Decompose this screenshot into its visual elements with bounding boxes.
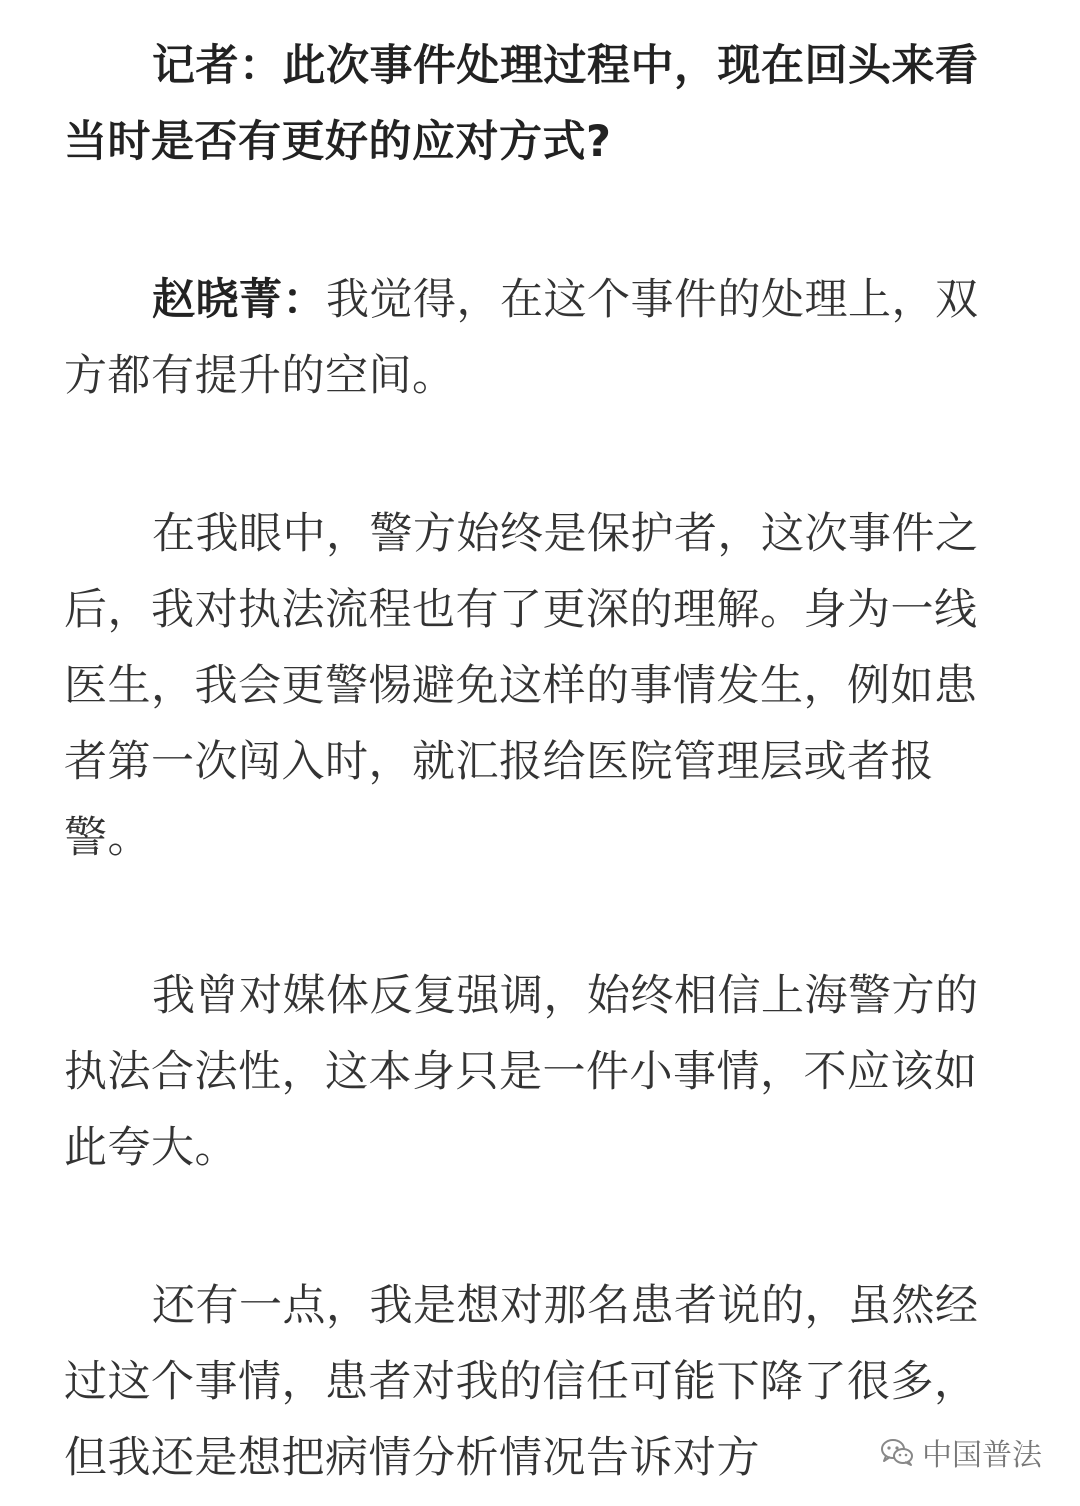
speaker-label: 赵晓菁：	[152, 275, 326, 325]
paragraph-answer-intro	[64, 262, 1020, 414]
paragraph-reporter-question	[64, 28, 1020, 180]
article-body	[64, 28, 1020, 1496]
question-text: 此次事件处理过程中，现在回头来看当时是否有更好的应对方式?	[64, 41, 979, 167]
speaker-label: 记者：	[152, 41, 283, 91]
wechat-icon	[880, 1437, 914, 1467]
watermark-label: 中国普法	[922, 1438, 1042, 1473]
answer-text: 我觉得，在这个事件的处理上，双方都有提升的空间。	[64, 275, 979, 401]
paragraph-answer: 我曾对媒体反复强调，始终相信上海警方的执法合法性，这本身只是一件小事情，不应该如此夸大。	[64, 971, 979, 1173]
paragraph-answer: 还有一点，我是想对那名患者说的，虽然经过这个事情，患者对我的信任可能下降了很多，但我还是想把病情分析情况告诉对方	[64, 1281, 979, 1483]
source-watermark	[874, 1428, 1048, 1476]
paragraph-answer: 在我眼中，警方始终是保护者，这次事件之后，我对执法流程也有了更深的理解。身为一线医生，我会更警惕避免这样的事情发生，例如患者第一次闯入时，就汇报给医院管理层或者报警。	[64, 509, 979, 863]
